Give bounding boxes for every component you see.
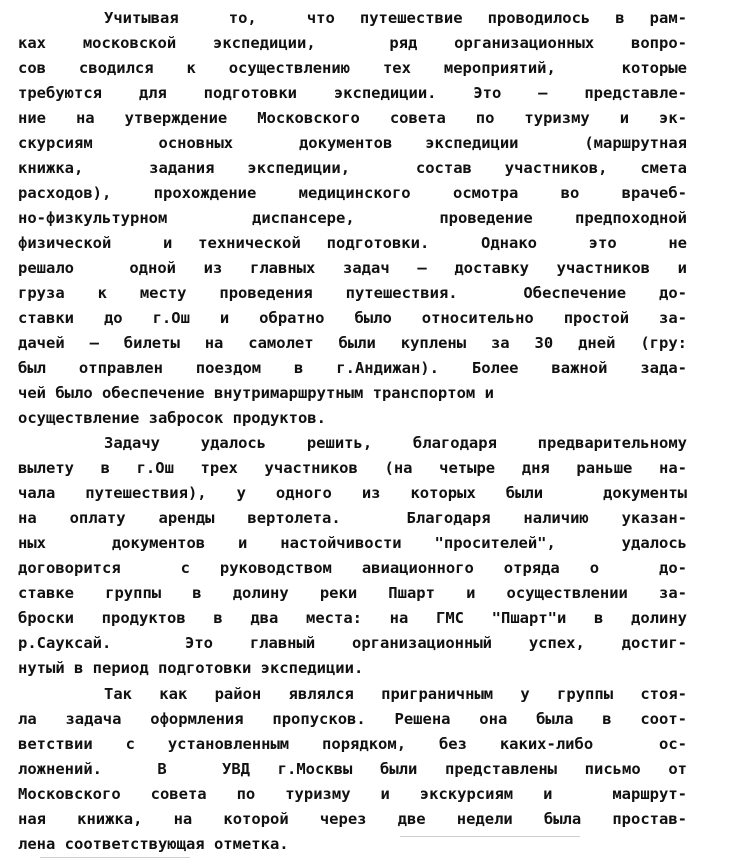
scan-speck bbox=[40, 857, 190, 858]
text-line: ложнений. В УВД г.Москвы были представлены письмо от bbox=[18, 760, 687, 778]
text-line: р.Сауксай. Это главный организационный успех, достиг- bbox=[18, 634, 687, 652]
text-line: решало одной из главных задач – доставку участников и bbox=[18, 259, 687, 277]
text-line: дачей – билеты на самолет были куплены за 30 дней (гру: bbox=[18, 334, 687, 352]
text-line: был отправлен поездом в г.Андижан). Более важной зада- bbox=[18, 359, 687, 377]
text-line: но-физкультурном диспансере, проведение предпоходной bbox=[18, 209, 687, 227]
text-line: вылету в г.Ош трех участников (на четыре дня раньше на- bbox=[18, 459, 687, 477]
text-line: чей было обеспечение внутримаршрутным транспортом и bbox=[18, 384, 494, 402]
text-line: договорится с руководством авиационного отряда о до- bbox=[18, 559, 687, 577]
text-line: требуются для подготовки экспедиции. Это – представле- bbox=[18, 84, 687, 102]
text-line: на оплату аренды вертолета. Благодаря наличию указан- bbox=[18, 509, 687, 527]
text-line: чала путешествия), у одного из которых были документы bbox=[18, 484, 687, 502]
text-line: расходов), прохождение медицинского осмотра во врачеб- bbox=[18, 184, 687, 202]
text-line: сов сводился к осуществлению тех мероприятий, которые bbox=[18, 59, 687, 77]
text-line: ках московской экспедиции, ряд организационных вопро- bbox=[18, 34, 687, 52]
text-line: ветствии с установленным порядком, без каких-либо ос- bbox=[18, 735, 687, 753]
text-line: книжка, задания экспедиции, состав участников, смета bbox=[18, 159, 687, 177]
text-line: Так как район являлся приграничным у группы стоя- bbox=[104, 685, 687, 703]
text-line: ставки до г.Ош и обратно было относительно простой за- bbox=[18, 309, 687, 327]
text-line: осуществление забросок продуктов. bbox=[18, 409, 326, 427]
text-line: ная книжка, на которой через две недели была простав- bbox=[18, 810, 687, 828]
text-line: Учитывая то, что путешествие проводилось в рам- bbox=[104, 9, 687, 27]
text-line: ных документов и настойчивости "просителей", удалось bbox=[18, 534, 687, 552]
text-line: броски продуктов в два места: на ГМС "Пшарт"и в долину bbox=[18, 609, 687, 627]
text-line: скурсиям основных документов экспедиции (маршрутная bbox=[18, 134, 687, 152]
text-line: физической и технической подготовки. Однако это не bbox=[18, 234, 687, 252]
text-line: лена соответствующая отметка. bbox=[18, 835, 289, 853]
text-line: Задачу удалось решить, благодаря предварительному bbox=[104, 434, 687, 452]
text-line: ние на утверждение Московского совета по туризму и эк- bbox=[18, 109, 687, 127]
text-line: груза к месту проведения путешествия. Обеспечение до- bbox=[18, 284, 687, 302]
text-line: Московского совета по туризму и экскурсиям и маршрут- bbox=[18, 785, 687, 803]
text-line: нутый в период подготовки экспедиции. bbox=[18, 659, 364, 677]
scan-speck bbox=[400, 836, 580, 837]
text-line: ла задача оформления пропусков. Решена она была в соот- bbox=[18, 710, 687, 728]
text-line: ставке группы в долину реки Пшарт и осуществлении за- bbox=[18, 584, 687, 602]
